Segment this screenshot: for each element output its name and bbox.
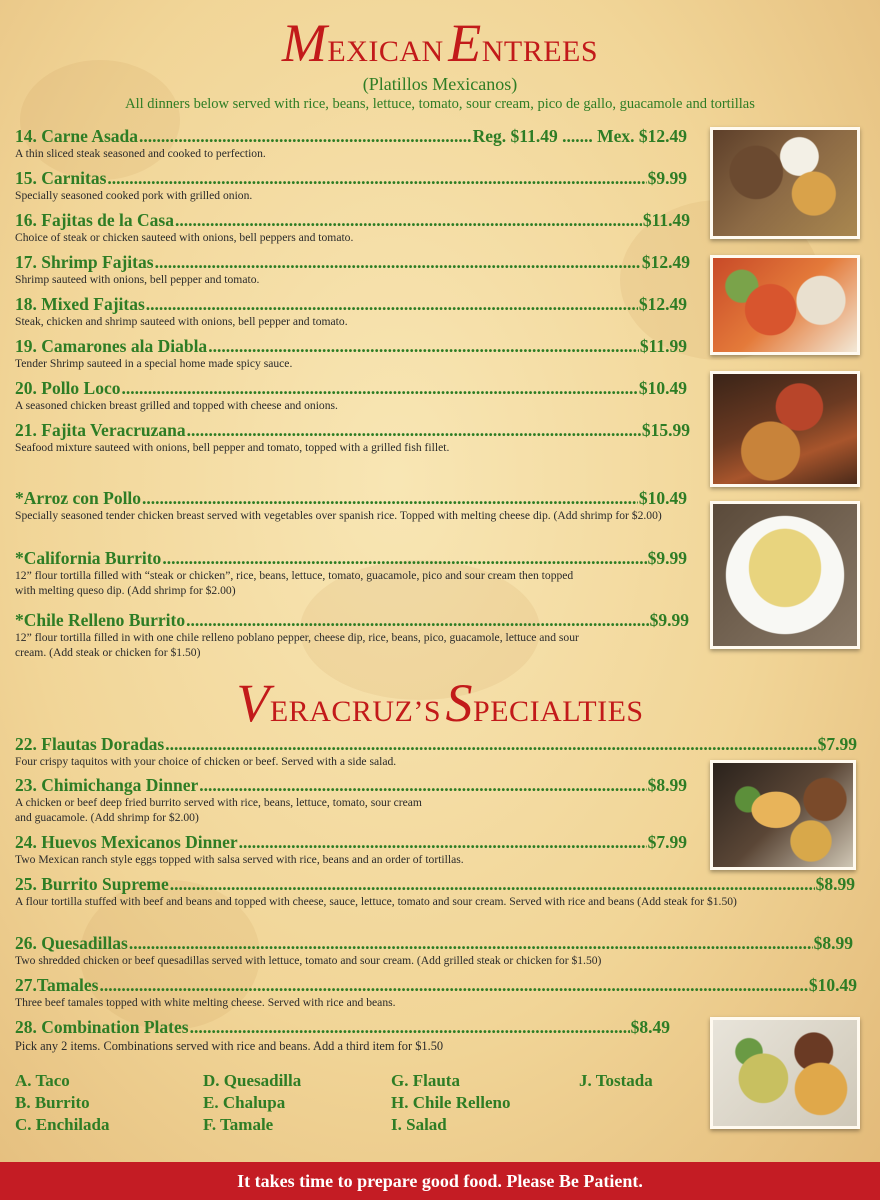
item-description: Two shredded chicken or beef quesadillas served with lettuce, tomato and sour cream. (Add grilled steak or chicken for $1.50) [15,954,602,967]
menu-item [15,548,687,598]
item-price: $12.49 [638,294,687,314]
item-price: $10.49 [808,975,857,995]
section-title-mexican-entrees: MEXICAN ENTREES [281,13,599,73]
leader-dots [139,126,472,146]
item-description: A chicken or beef deep fried burrito served with rice, beans, lettuce, tomato, sour cream and guacamole. (Add shrimp for $2.00) [15,796,422,824]
menu-item [15,1017,670,1054]
combo-option: E. Chalupa [203,1093,286,1112]
item-name: *California Burrito [15,548,162,568]
leader-dots [175,210,642,230]
leader-dots [187,420,641,440]
item-price: $12.49 [641,252,690,272]
leader-dots [121,378,637,398]
leader-dots [142,488,638,508]
shrimp-fajitas-photo [710,255,860,355]
menu-item [15,210,690,245]
item-name: 26. Quesadillas [15,933,128,953]
section-note: All dinners below served with rice, beans, lettuce, tomato, sour cream, pico de gallo, guacamole and tortillas [125,96,755,112]
item-description: A flour tortilla stuffed with beef and beans and topped with cheese, sauce, lettuce, tomato and sour cream. Served with rice and beans (Add steak for $1.50) [15,895,737,908]
menu-item [15,832,687,867]
menu-item [15,610,689,660]
item-name: *Chile Relleno Burrito [15,610,186,630]
combo-option [579,1092,689,1114]
menu-item [15,126,687,161]
leader-dots [165,734,816,754]
item-price: $11.99 [639,336,687,356]
item-name: 22. Flautas Doradas [15,734,165,754]
menu-item [15,420,690,455]
fajita-veracruzana-photo [710,371,860,487]
combo-option: C. Enchilada [15,1115,110,1134]
item-description: 12” flour tortilla filled with “steak or chicken”, rice, beans, lettuce, tomato, guacamole, pico and sour cream then topped with melting queso dip. (Add shrimp for $2.00) [15,569,574,597]
item-name: *Arroz con Pollo [15,488,142,508]
item-description: Specially seasoned cooked pork with grilled onion. [15,189,253,202]
menu-item [15,975,857,1010]
item-price: $8.49 [630,1017,670,1037]
item-name: 25. Burrito Supreme [15,874,169,894]
menu-item [15,874,855,909]
leader-dots [186,610,649,630]
combination-plate-photo [710,1017,860,1129]
menu-item [15,933,853,968]
combo-option: B. Burrito [15,1093,90,1112]
item-name: 27.Tamales [15,975,99,995]
leader-dots [129,933,813,953]
menu-item [15,168,687,203]
leader-dots [146,294,638,314]
item-description: Steak, chicken and shrimp sauteed with onions, bell pepper and tomato. [15,315,348,328]
combo-option: I. Salad [391,1115,447,1134]
item-description: A thin sliced steak seasoned and cooked to perfection. [15,147,266,160]
item-price: $7.99 [647,832,687,852]
item-name: 28. Combination Plates [15,1017,189,1037]
item-name: 18. Mixed Fajitas [15,294,145,314]
leader-dots [162,548,646,568]
section-subtitle: (Platillos Mexicanos) [362,74,518,94]
item-description: Three beef tamales topped with white melting cheese. Served with rice and beans. [15,996,396,1009]
item-name: 19. Camarones ala Diabla [15,336,208,356]
item-price: $7.99 [817,734,857,754]
leader-dots [170,874,815,894]
combo-option: H. Chile Relleno [391,1093,511,1112]
carne-asada-photo [710,127,860,239]
combo-option: A. Taco [15,1071,70,1090]
item-description: Seafood mixture sauteed with onions, bell pepper and tomato, topped with a grilled fish fillet. [15,441,450,454]
section-title-veracruz-specialties: VERACRUZ’S SPECIALTIES [236,673,644,733]
leader-dots [199,775,646,795]
combination-options [15,1070,695,1136]
item-description: A seasoned chicken breast grilled and topped with cheese and onions. [15,399,338,412]
item-price: $10.49 [638,488,687,508]
leader-dots [107,168,646,188]
item-price: $8.99 [647,775,687,795]
item-description: Two Mexican ranch style eggs topped with salsa served with rice, beans and an order of tortillas. [15,853,464,866]
menu-item [15,775,687,825]
item-name: 15. Carnitas [15,168,107,188]
item-price: $9.99 [647,548,687,568]
item-description: Choice of steak or chicken sauteed with onions, bell peppers and tomato. [15,231,354,244]
item-description: 12” flour tortilla filled in with one chile relleno poblano pepper, cheese dip, rice, beans, pico, guacamole, lettuce and sour cream. (Add steak or chicken for $1.50) [15,631,579,659]
footer-banner: It takes time to prepare good food. Please Be Patient. [0,1162,880,1200]
menu-item [15,336,687,371]
item-price: $11.49 [642,210,690,230]
combo-option [579,1114,689,1136]
item-price: Reg. $11.49 ....... Mex. $12.49 [472,126,687,146]
leader-dots [99,975,807,995]
leader-dots [190,1017,630,1037]
item-name: 16. Fajitas de la Casa [15,210,174,230]
menu-item [15,252,690,287]
item-description: Shrimp sauteed with onions, bell pepper and tomato. [15,273,260,286]
menu-item [15,378,687,413]
combo-option: F. Tamale [203,1115,274,1134]
item-price: $15.99 [641,420,690,440]
combo-option: J. Tostada [579,1071,653,1090]
item-name: 24. Huevos Mexicanos Dinner [15,832,238,852]
menu-item [15,488,687,523]
item-description: Four crispy taquitos with your choice of chicken or beef. Served with a side salad. [15,755,397,768]
item-description: Pick any 2 items. Combinations served with rice and beans. Add a third item for $1.50 [15,1039,444,1053]
menu-item [15,294,687,329]
leader-dots [208,336,639,356]
item-description: Tender Shrimp sauteed in a special home made spicy sauce. [15,357,293,370]
leader-dots [155,252,641,272]
item-name: 21. Fajita Veracruzana [15,420,186,440]
item-price: $8.99 [813,933,853,953]
item-price: $8.99 [815,874,855,894]
item-description: Specially seasoned tender chicken breast served with vegetables over spanish rice. Topped with melting cheese dip. (Add shrimp for $2.00) [15,509,662,522]
item-name: 23. Chimichanga Dinner [15,775,199,795]
item-price: $9.99 [649,610,689,630]
item-name: 20. Pollo Loco [15,378,121,398]
combo-option: D. Quesadilla [203,1071,302,1090]
california-burrito-photo [710,501,860,649]
item-price: $9.99 [647,168,687,188]
chimichanga-photo [710,760,856,870]
item-name: 17. Shrimp Fajitas [15,252,154,272]
leader-dots [239,832,647,852]
item-name: 14. Carne Asada [15,126,138,146]
item-price: $10.49 [638,378,687,398]
combo-option: G. Flauta [391,1071,460,1090]
